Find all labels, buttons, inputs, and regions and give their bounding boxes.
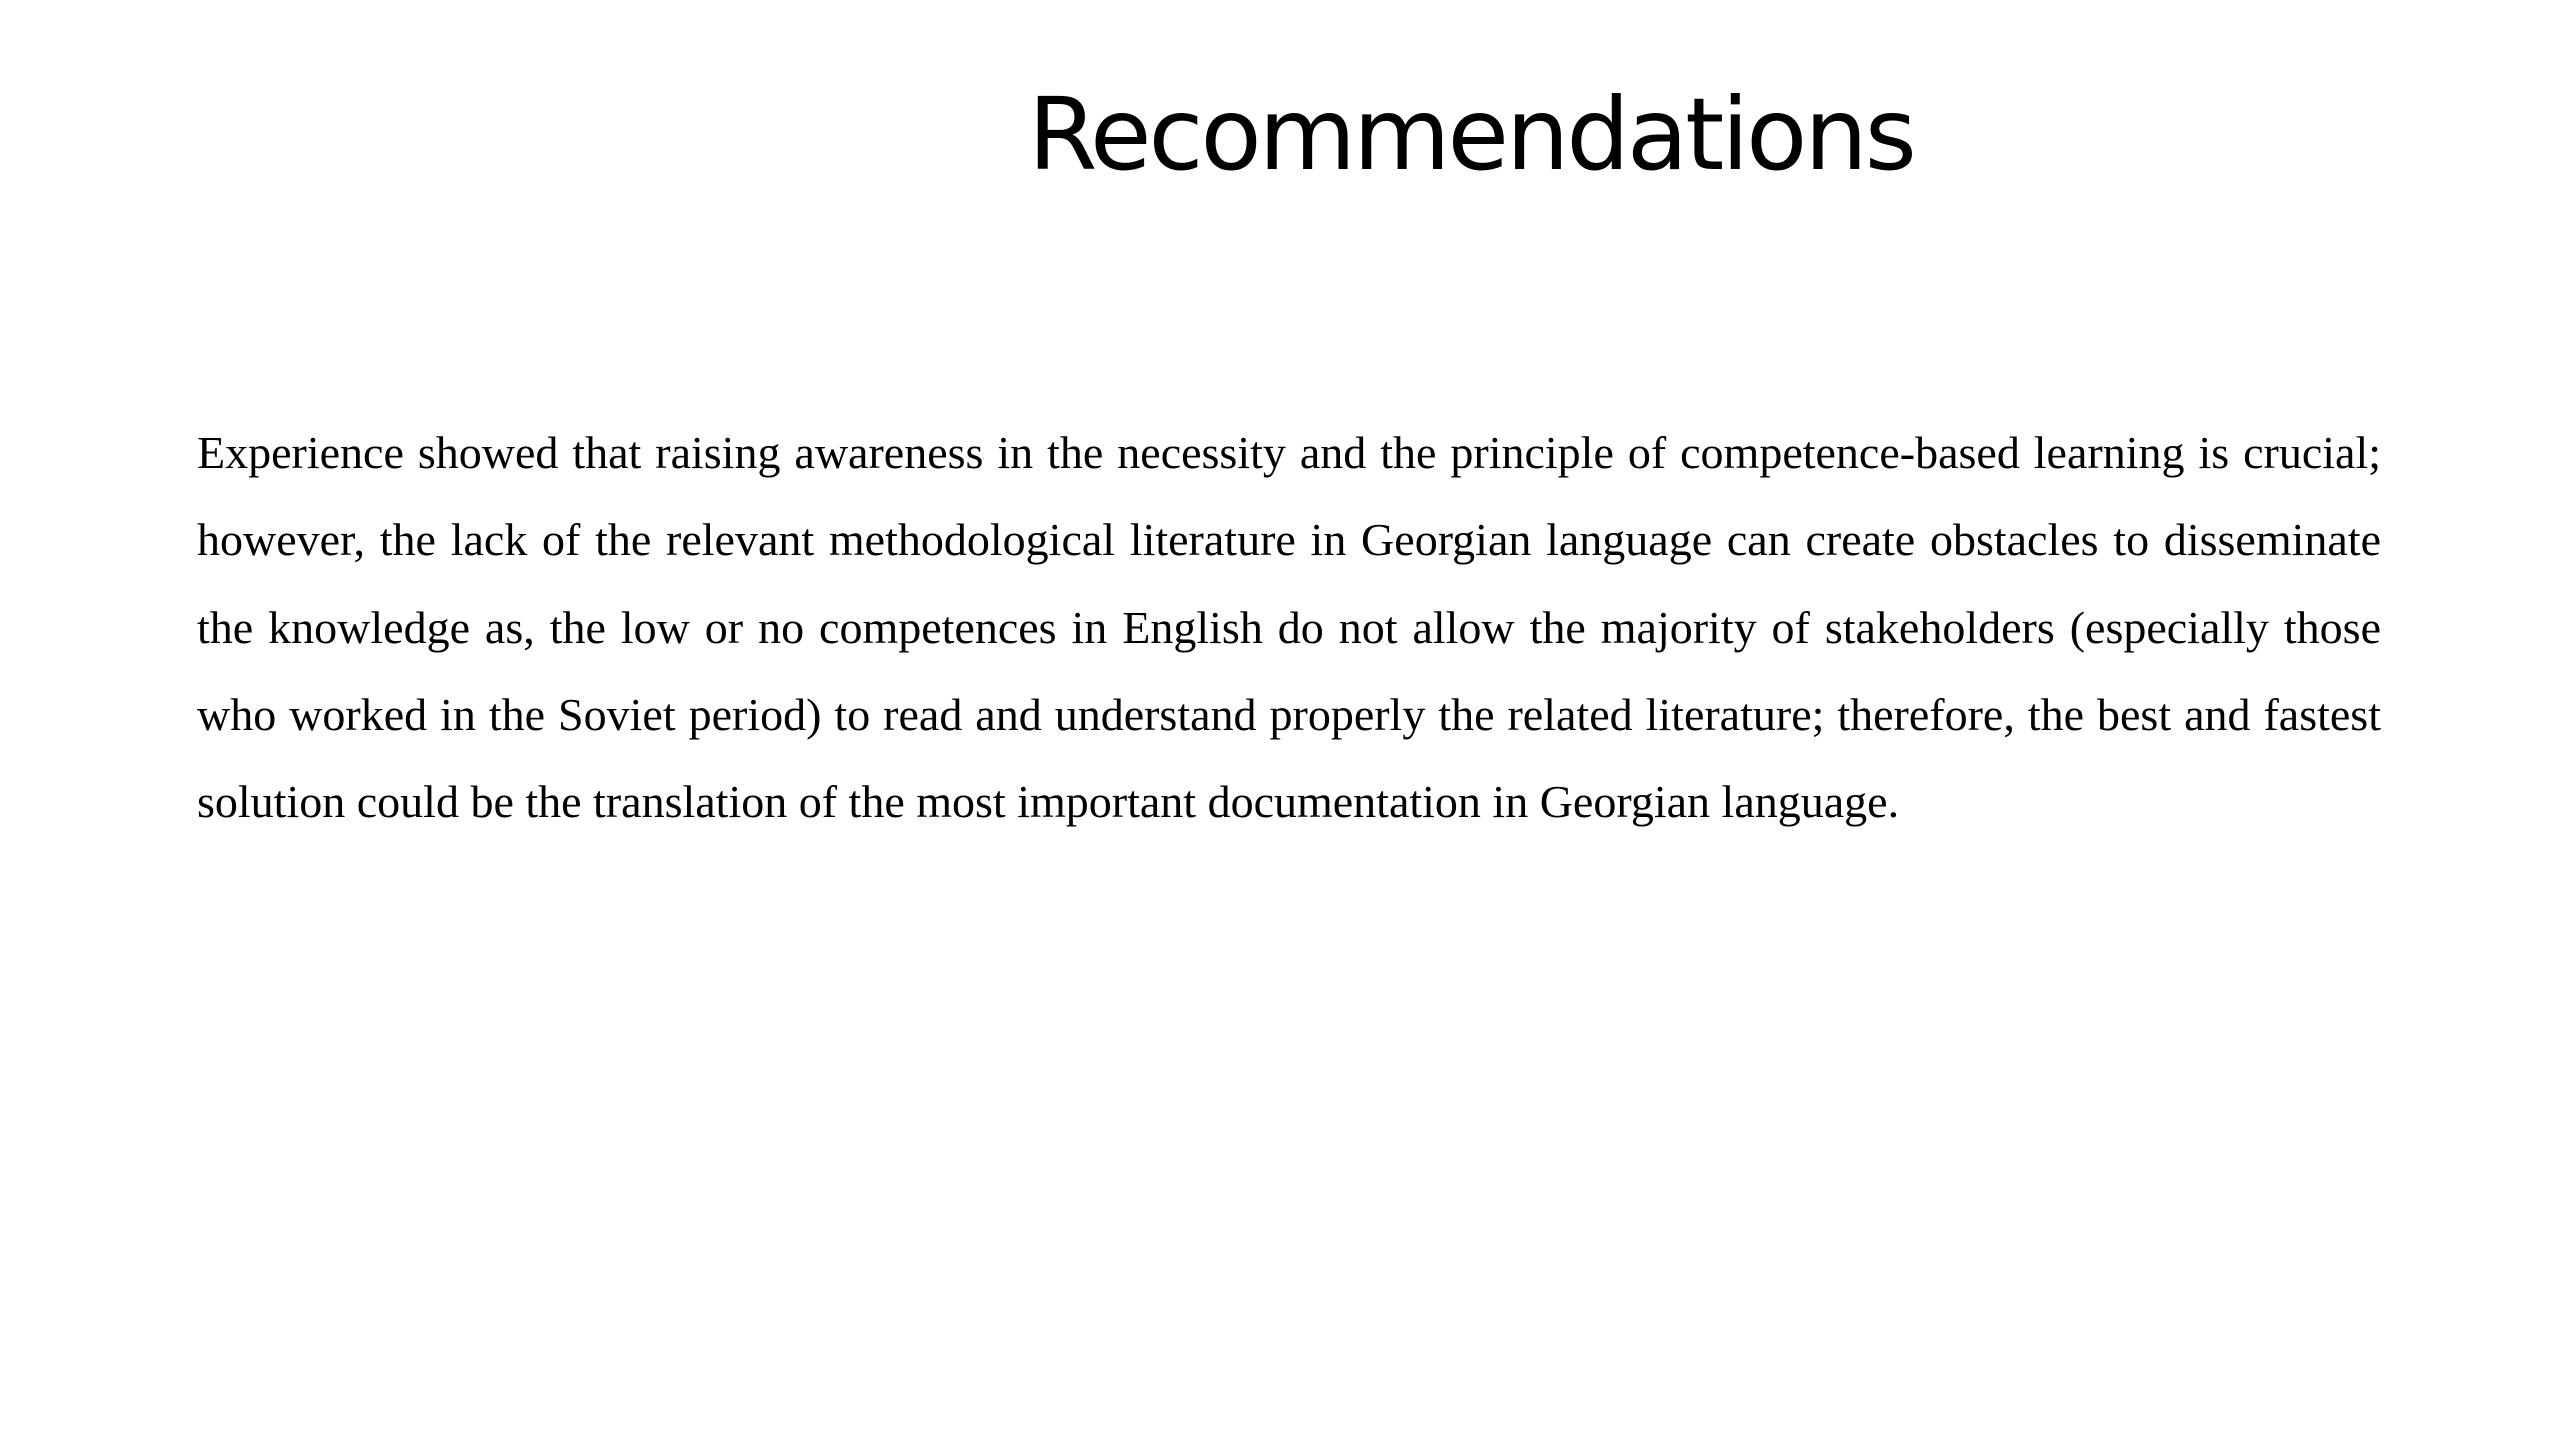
slide-title: Recommendations	[1028, 76, 1914, 193]
slide-body-text: Experience showed that raising awareness in the necessity and the principle of competence-based learning is crucial; however, the lack of the relevant methodological literature in Georgian language can create obstacles to disseminate the knowledge as, the low or no competences in English do not allow the majority of stakeholders (especially those who worked in the Soviet period) to read and understand properly the related literature; therefore, the best and fastest solution could be the translation of the most important documentation in Georgian language.	[197, 427, 2381, 828]
